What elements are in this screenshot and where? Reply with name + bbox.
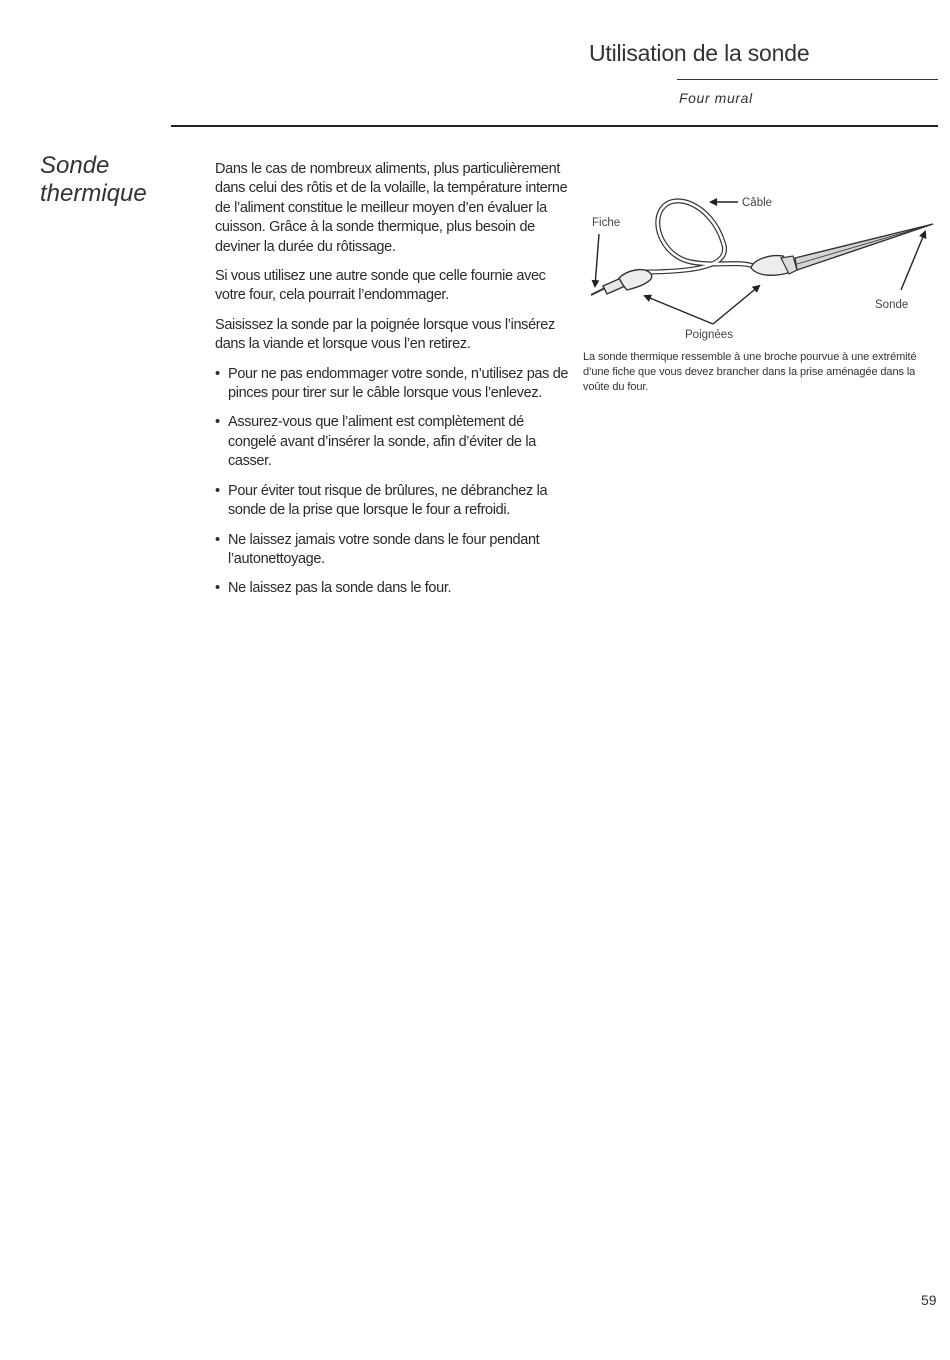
figure-caption: La sonde thermique ressemble à une broche pourvue à une extrémité d’une fiche que vous devez brancher dans la prise aménagée dans la voûte du four. bbox=[583, 351, 917, 393]
probe-icon bbox=[751, 224, 933, 275]
plug-arrow bbox=[595, 234, 599, 286]
header-divider bbox=[677, 79, 938, 80]
bullet-item: • Pour éviter tout risque de brûlures, ne débranchez la sonde de la prise que lorsque le four a refroidi. bbox=[215, 482, 571, 521]
paragraph: Dans le cas de nombreux aliments, plus particulièrement dans celui des rôtis et de la volaille, la température interne de l’aliment constitue le meilleur moyen d’en évaluer la cuisson. Grâce à la sonde thermique, plus besoin de deviner la durée du rôtissage. bbox=[215, 161, 568, 255]
plug-label: Fiche bbox=[592, 217, 621, 229]
probe-diagram bbox=[583, 182, 938, 347]
section-title-line-1: Sonde bbox=[40, 152, 110, 179]
bullet-item: • Ne laissez jamais votre sonde dans le four pendant l’autonettoyage. bbox=[215, 531, 571, 570]
handles-label: Poignées bbox=[685, 329, 733, 341]
page-divider bbox=[171, 125, 938, 127]
handle-arrow-right bbox=[713, 286, 759, 324]
page-number: 59 bbox=[921, 1292, 937, 1308]
section-title bbox=[40, 152, 180, 208]
header-subtitle: Four mural bbox=[679, 90, 753, 106]
section-title-line-2: thermique bbox=[40, 180, 147, 207]
header-title: Utilisation de la sonde bbox=[589, 40, 810, 66]
paragraph: Saisissez la sonde par la poignée lorsque vous l’insérez dans la viande et lorsque vous l’en retirez. bbox=[215, 316, 555, 353]
body-text bbox=[215, 160, 571, 609]
cable-label: Câble bbox=[742, 197, 773, 209]
handle-arrow-left bbox=[645, 296, 713, 324]
probe-illustration bbox=[583, 182, 938, 347]
bullet-item: • Assurez-vous que l’aliment est complètement dé congelé avant d’insérer la sonde, afin d’éviter de la casser. bbox=[215, 413, 571, 471]
cable-icon bbox=[643, 201, 755, 272]
probe-arrow bbox=[901, 232, 925, 290]
paragraph: Si vous utilisez une autre sonde que celle fournie avec votre four, cela pourrait l’endommager. bbox=[215, 268, 546, 304]
bullet-item: • Pour ne pas endommager votre sonde, n’utilisez pas de pinces pour tirer sur le câble lorsque vous l’enlevez. bbox=[215, 365, 571, 404]
probe-label: Sonde bbox=[875, 299, 909, 311]
bullet-item: • Ne laissez pas la sonde dans le four. bbox=[215, 579, 571, 598]
bullet-list bbox=[215, 365, 571, 599]
plug-icon bbox=[591, 270, 652, 295]
